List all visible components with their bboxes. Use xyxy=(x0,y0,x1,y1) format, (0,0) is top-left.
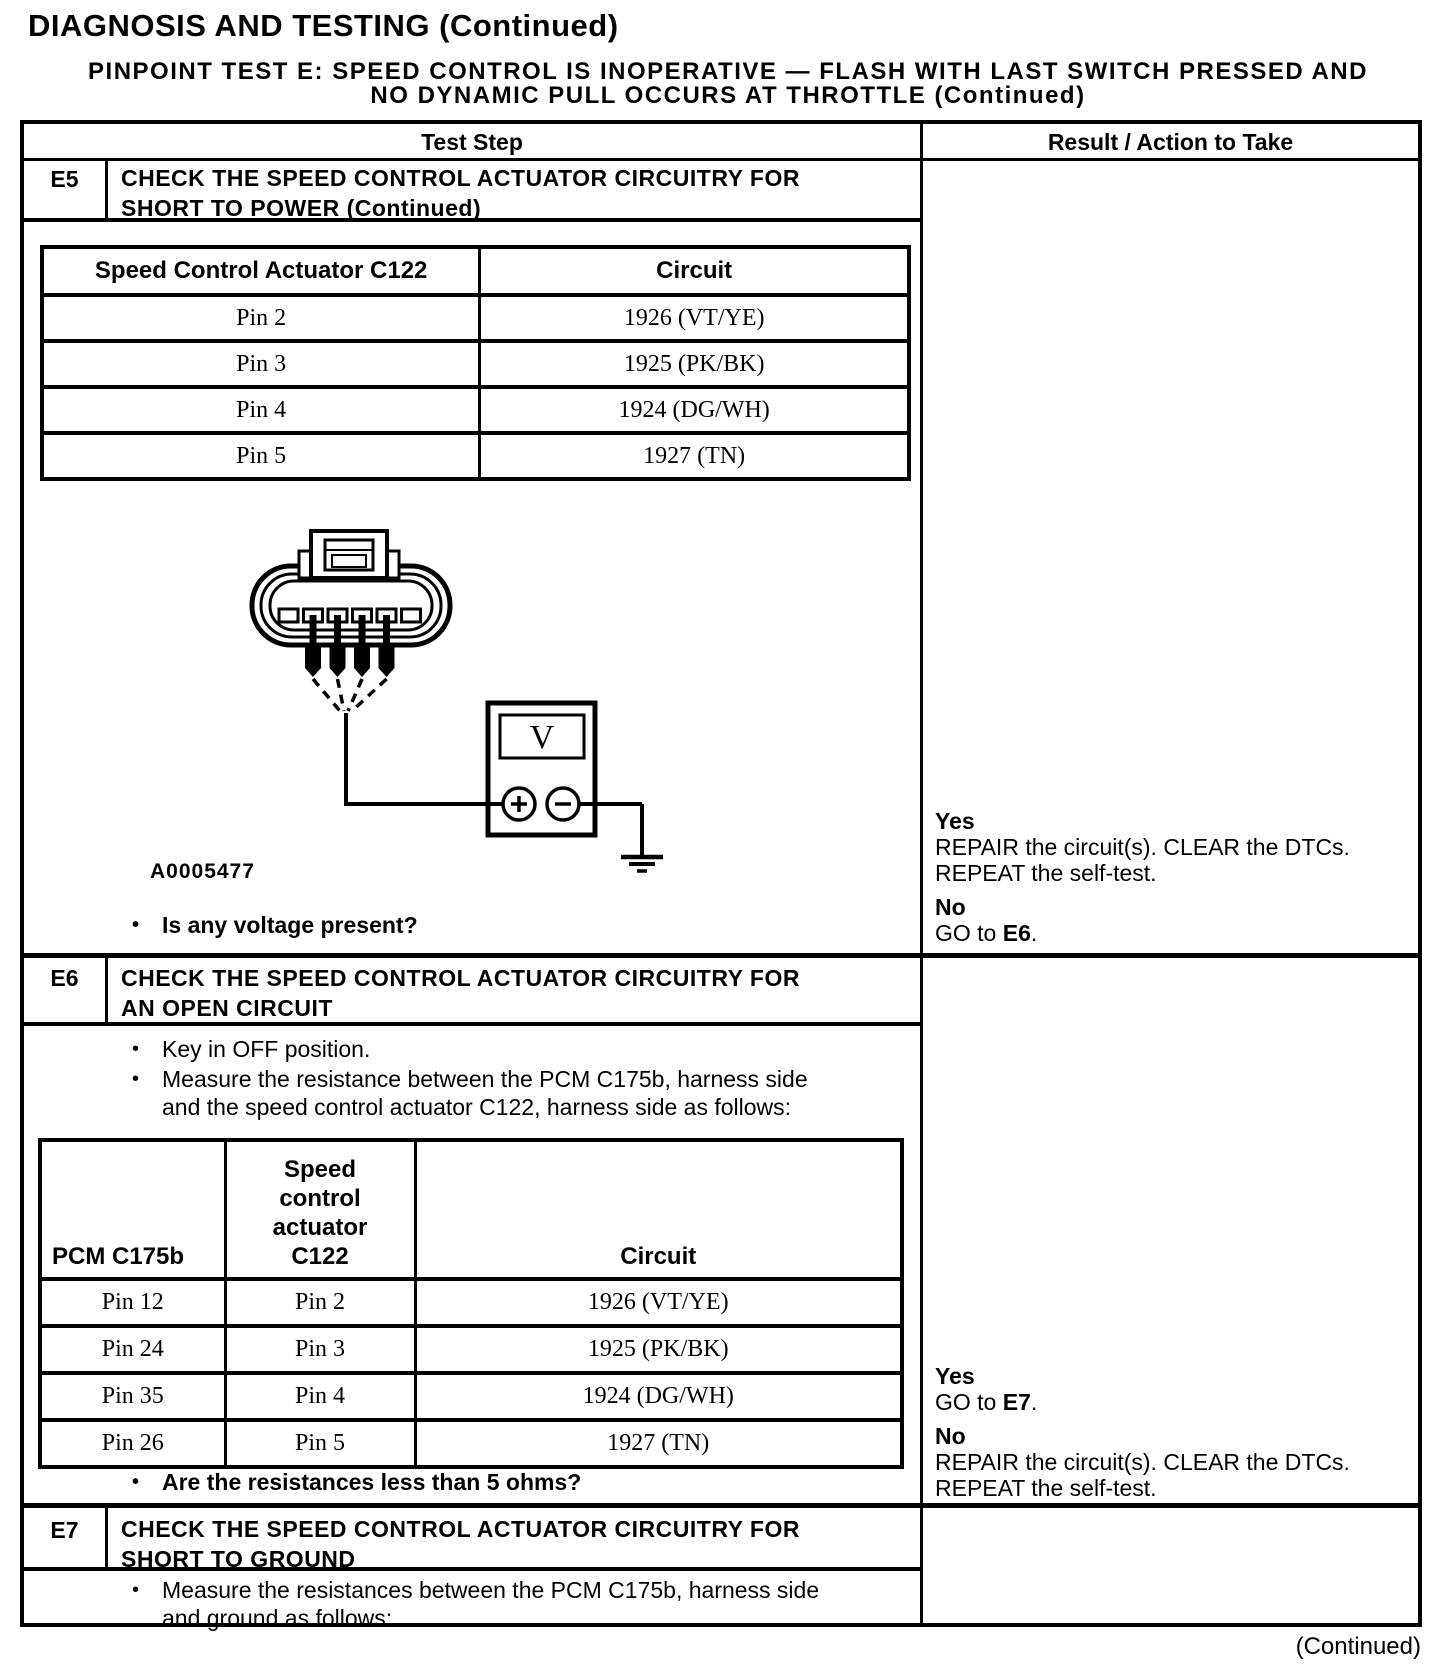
column-header-test-step: Test Step xyxy=(421,129,523,155)
yes-label: Yes xyxy=(935,1363,975,1389)
pcm-pin-cell: Pin 24 xyxy=(40,1326,225,1373)
actuator-pin-cell: Pin 2 xyxy=(225,1279,415,1326)
step-title-e6: CHECK THE SPEED CONTROL ACTUATOR CIRCUITRY FOR AN OPEN CIRCUIT xyxy=(121,965,800,1021)
e5-table-header-connector: Speed Control Actuator C122 xyxy=(42,247,480,295)
e5-pin-circuit-table xyxy=(40,245,911,481)
pcm-pin-cell: Pin 35 xyxy=(40,1373,225,1420)
table-row xyxy=(42,295,909,341)
divider-under-column-headers xyxy=(24,158,1418,161)
voltmeter-icon xyxy=(488,703,595,835)
table-row xyxy=(40,1420,902,1467)
table-row xyxy=(42,387,909,433)
pinpoint-test-table xyxy=(20,120,1422,1631)
yes-action: GO to E7. xyxy=(935,1389,1038,1415)
circuit-cell: 1924 (DG/WH) xyxy=(415,1373,902,1420)
e6-table-header-actuator: Speed control actuator C122 xyxy=(225,1140,415,1279)
test-lead-dashes xyxy=(313,679,387,711)
e6-instruction: Measure the resistance between the PCM C175b, harness side and the speed control actuator C122, harness side as follows: xyxy=(162,1066,808,1120)
e5-question: Is any voltage present? xyxy=(162,912,418,938)
step-title-e7: CHECK THE SPEED CONTROL ACTUATOR CIRCUITRY FOR SHORT TO GROUND xyxy=(121,1516,800,1572)
bullet-icon: • xyxy=(132,914,140,936)
e6-question-bullet xyxy=(132,1468,581,1496)
e5-table-header-circuit: Circuit xyxy=(480,247,909,295)
divider-e5-label xyxy=(105,161,108,218)
yes-action: REPAIR the circuit(s). CLEAR the DTCs. REPEAT the self-test. xyxy=(935,834,1350,886)
actuator-pin-cell: Pin 5 xyxy=(225,1420,415,1467)
table-row xyxy=(42,341,909,387)
yes-label: Yes xyxy=(935,808,975,834)
column-header-result: Result / Action to Take xyxy=(1047,129,1294,155)
divider-main-columns xyxy=(920,124,923,1623)
e6-question: Are the resistances less than 5 ohms? xyxy=(162,1469,582,1495)
e6-bullet-key-off xyxy=(132,1035,370,1063)
no-action: REPAIR the circuit(s). CLEAR the DTCs. REPEAT the self-test. xyxy=(935,1449,1350,1501)
table-row xyxy=(40,1373,902,1420)
circuit-cell: 1926 (VT/YE) xyxy=(480,295,909,341)
voltmeter-symbol: V xyxy=(529,719,555,756)
no-label: No xyxy=(935,894,966,920)
plus-terminal xyxy=(503,788,535,820)
circuit-cell: 1924 (DG/WH) xyxy=(480,387,909,433)
circuit-cell: 1925 (PK/BK) xyxy=(415,1326,902,1373)
connector-tab xyxy=(299,531,399,578)
bullet-icon: • xyxy=(132,1579,140,1601)
divider-e6-label xyxy=(105,958,108,1022)
pin-cell: Pin 2 xyxy=(42,295,480,341)
e6-instruction: Key in OFF position. xyxy=(162,1036,371,1062)
table-row xyxy=(40,1279,902,1326)
pcm-pin-cell: Pin 26 xyxy=(40,1420,225,1467)
no-label: No xyxy=(935,1423,966,1449)
e5-result xyxy=(935,808,1409,946)
connector-icon xyxy=(252,531,450,645)
minus-terminal xyxy=(547,788,579,820)
actuator-pin-cell: Pin 3 xyxy=(225,1326,415,1373)
e7-instruction: Measure the resistances between the PCM C175b, harness side and ground as follows: xyxy=(162,1577,820,1631)
circuit-cell: 1927 (TN) xyxy=(415,1420,902,1467)
e6-result xyxy=(935,1363,1409,1501)
actuator-pin-cell: Pin 4 xyxy=(225,1373,415,1420)
circuit-test-diagram xyxy=(240,490,680,890)
e5-question-bullet xyxy=(132,911,418,939)
bullet-icon: • xyxy=(132,1068,140,1090)
circuit-cell: 1925 (PK/BK) xyxy=(480,341,909,387)
e6-pin-circuit-table xyxy=(38,1138,904,1469)
e6-table-header-circuit: Circuit xyxy=(415,1140,902,1279)
e6-table-header-pcm: PCM C175b xyxy=(40,1140,225,1279)
divider-e5-e6 xyxy=(24,953,1418,958)
e6-bullet-measure xyxy=(132,1065,808,1121)
e7-bullet-measure xyxy=(132,1576,819,1632)
step-id-e7: E7 xyxy=(50,1517,79,1543)
page-title: DIAGNOSIS AND TESTING (Continued) xyxy=(28,8,619,43)
bullet-icon: • xyxy=(132,1471,140,1493)
divider-e7-label xyxy=(105,1508,108,1567)
bullet-icon: • xyxy=(132,1038,140,1060)
table-row xyxy=(40,1326,902,1373)
figure-reference-label: A0005477 xyxy=(150,860,255,883)
step-title-e5: CHECK THE SPEED CONTROL ACTUATOR CIRCUITRY FOR SHORT TO POWER (Continued) xyxy=(121,165,800,221)
pin-cell: Pin 4 xyxy=(42,387,480,433)
step-id-e6: E6 xyxy=(50,965,79,991)
pin-cell: Pin 3 xyxy=(42,341,480,387)
no-action: GO to E6. xyxy=(935,920,1038,946)
pcm-pin-cell: Pin 12 xyxy=(40,1279,225,1326)
table-row xyxy=(42,433,909,479)
continued-note: (Continued) xyxy=(1295,1633,1421,1660)
pin-slots xyxy=(279,609,421,622)
circuit-cell: 1927 (TN) xyxy=(480,433,909,479)
step-id-e5: E5 xyxy=(50,166,79,192)
pin-cell: Pin 5 xyxy=(42,433,480,479)
divider-e6-e7 xyxy=(24,1503,1418,1508)
ground-icon xyxy=(621,857,663,871)
circuit-cell: 1926 (VT/YE) xyxy=(415,1279,902,1326)
pinpoint-test-subtitle: PINPOINT TEST E: SPEED CONTROL IS INOPERATIVE — FLASH WITH LAST SWITCH PRESSED AND NO DYNAMIC PULL OCCURS AT THROTTLE (Continued) xyxy=(88,58,1368,109)
